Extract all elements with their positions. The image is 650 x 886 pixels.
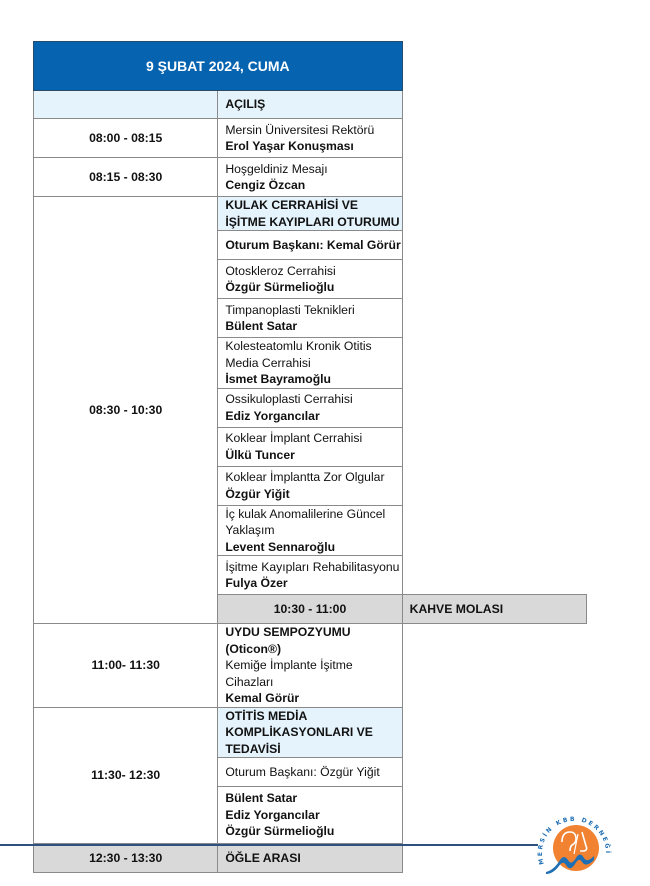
talk-cell bbox=[218, 338, 402, 389]
program-sheet bbox=[33, 41, 587, 873]
schedule-table bbox=[33, 41, 587, 873]
mersin-kbb-dernegi-logo bbox=[532, 812, 616, 878]
session-time: 08:30 - 10:30 bbox=[34, 197, 218, 624]
talk-cell bbox=[218, 260, 402, 299]
satellite-title: UYDU SEMPOZYUMU (Oticon®) bbox=[225, 625, 351, 656]
talk-topic: Koklear İmplant Cerrahisi bbox=[225, 431, 363, 445]
talk-cell bbox=[218, 427, 402, 466]
slot-speaker: Cengiz Özcan bbox=[225, 178, 306, 192]
footer-divider bbox=[0, 844, 538, 846]
slot-speaker: Erol Yaşar Konuşması bbox=[225, 139, 354, 153]
talk-topic: Timpanoplasti Teknikleri bbox=[225, 302, 355, 317]
session-title: OTİTİS MEDİA KOMPLİKASYONLARI VE TEDAVİSİ bbox=[218, 707, 402, 758]
panelist: Ediz Yorgancılar bbox=[225, 807, 320, 822]
session-title: KULAK CERRAHİSİ VE İŞİTME KAYIPLARI OTURUMU bbox=[218, 197, 402, 231]
break-time: 12:30 - 13:30 bbox=[34, 844, 218, 873]
talk-topic: Otoskleroz Cerrahisi bbox=[225, 263, 336, 278]
schedule-row bbox=[34, 119, 587, 158]
talk-speaker: Özgür Sürmelioğlu bbox=[225, 280, 335, 294]
talk-speaker: Ülkü Tuncer bbox=[225, 447, 295, 462]
slot-time: 08:00 - 08:15 bbox=[34, 119, 218, 158]
opening-label: AÇILIŞ bbox=[218, 91, 402, 119]
panel-cell bbox=[218, 787, 402, 844]
panelist: Özgür Sürmelioğlu bbox=[225, 824, 335, 839]
talk-speaker: Özgür Yiğit bbox=[225, 486, 290, 501]
talk-speaker: Levent Sennaroğlu bbox=[225, 539, 336, 554]
break-label: KAHVE MOLASI bbox=[402, 595, 586, 624]
session-header-row bbox=[34, 707, 587, 758]
talk-topic: İç kulak Anomalilerine Güncel Yaklaşım bbox=[225, 506, 386, 537]
talk-speaker: Ediz Yorgancılar bbox=[225, 408, 320, 423]
slot-time: 08:15 - 08:30 bbox=[34, 158, 218, 197]
satellite-time: 11:00- 11:30 bbox=[34, 624, 218, 708]
day-header-row bbox=[34, 42, 587, 91]
talk-cell bbox=[218, 505, 402, 556]
talk-speaker: Bülent Satar bbox=[225, 319, 298, 333]
break-row bbox=[34, 844, 587, 873]
talk-topic: Kolesteatomlu Kronik Otitis Media Cerrahisi bbox=[225, 339, 372, 370]
talk-speaker: Fulya Özer bbox=[225, 576, 288, 590]
talk-topic: Koklear İmplantta Zor Olgular bbox=[225, 470, 385, 484]
talk-topic: İşitme Kayıpları Rehabilitasyonu bbox=[225, 559, 400, 574]
satellite-topic: Kemiğe İmplante İşitme Cihazları bbox=[225, 658, 353, 689]
session-chair: Oturum Başkanı: Kemal Görür bbox=[218, 231, 402, 260]
slot-content bbox=[218, 119, 402, 158]
slot-topic: Hoşgeldiniz Mesajı bbox=[225, 161, 328, 176]
slot-content bbox=[218, 158, 402, 197]
talk-cell bbox=[218, 466, 402, 505]
slot-topic: Mersin Üniversitesi Rektörü bbox=[225, 122, 375, 137]
session-chair: Oturum Başkanı: Özgür Yiğit bbox=[218, 758, 402, 787]
talk-cell bbox=[218, 299, 402, 338]
opening-row bbox=[34, 91, 587, 119]
session-header-row bbox=[34, 197, 587, 231]
break-time: 10:30 - 11:00 bbox=[218, 595, 402, 624]
talk-cell bbox=[218, 556, 402, 595]
satellite-row bbox=[34, 624, 587, 708]
session-time: 11:30- 12:30 bbox=[34, 707, 218, 844]
satellite-cell bbox=[218, 624, 402, 708]
panelist: Bülent Satar bbox=[225, 791, 298, 806]
day-title: 9 ŞUBAT 2024, CUMA bbox=[34, 42, 403, 91]
talk-topic: Ossikuloplasti Cerrahisi bbox=[225, 392, 353, 406]
svg-text:MERSİN KBB DERNEĞİ: MERSİN KBB DERNEĞİ bbox=[537, 815, 612, 866]
talk-speaker: İsmet Bayramoğlu bbox=[225, 372, 331, 386]
break-label: ÖĞLE ARASI bbox=[218, 844, 402, 873]
opening-time-cell bbox=[34, 91, 218, 119]
satellite-speaker: Kemal Görür bbox=[225, 691, 300, 705]
talk-cell bbox=[218, 388, 402, 427]
schedule-row bbox=[34, 158, 587, 197]
